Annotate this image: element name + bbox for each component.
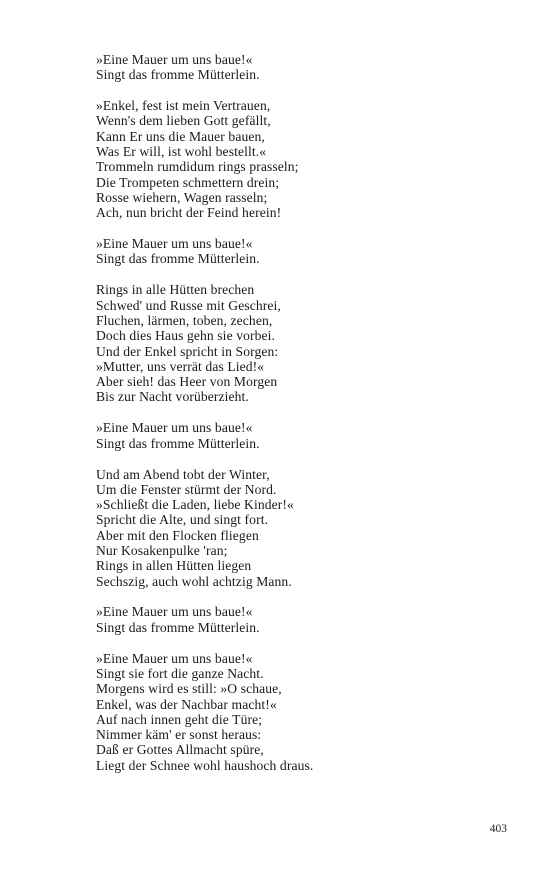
- poem-line: Liegt der Schnee wohl haushoch draus.: [96, 757, 314, 773]
- poem-line: Die Trompeten schmettern drein;: [96, 174, 280, 190]
- poem-line: Enkel, was der Nachbar macht!«: [96, 696, 277, 712]
- poem-line: Wenn's dem lieben Gott gefällt,: [96, 113, 271, 129]
- poem-line: Um die Fenster stürmt der Nord.: [96, 481, 277, 497]
- poem-line: Singt das fromme Mütterlein.: [96, 619, 260, 635]
- poem-line: Rings in allen Hütten liegen: [96, 558, 252, 574]
- stanza: [96, 52, 496, 83]
- poem-line: Singt das fromme Mütterlein.: [96, 67, 260, 83]
- poem-line: Singt das fromme Mütterlein.: [96, 251, 260, 267]
- poem-line: Kann Er uns die Mauer bauen,: [96, 128, 265, 144]
- poem-line: Daß er Gottes Allmacht spüre,: [96, 742, 264, 758]
- stanza: [96, 420, 496, 451]
- poem-line: »Eine Mauer um uns baue!«: [96, 52, 253, 67]
- poem-line: Trommeln rumdidum rings prasseln;: [96, 159, 299, 175]
- poem-line: Und am Abend tobt der Winter,: [96, 466, 270, 482]
- poem-line: Aber sieh! das Heer von Morgen: [96, 374, 278, 390]
- poem-line: Rings in alle Hütten brechen: [96, 282, 255, 298]
- poem-text: [96, 52, 496, 789]
- stanza: [96, 651, 496, 773]
- poem-line: »Schließt die Laden, liebe Kinder!«: [96, 497, 294, 513]
- poem-line: Aber mit den Flocken fliegen: [96, 527, 259, 543]
- poem-line: »Eine Mauer um uns baue!«: [96, 236, 253, 252]
- stanza: [96, 282, 496, 404]
- poem-line: »Eine Mauer um uns baue!«: [96, 650, 253, 666]
- poem-line: »Eine Mauer um uns baue!«: [96, 604, 253, 620]
- poem-line: »Mutter, uns verrät das Lied!«: [96, 358, 265, 374]
- poem-line: »Enkel, fest ist mein Vertrauen,: [96, 98, 271, 114]
- poem-line: Bis zur Nacht vorüberzieht.: [96, 389, 249, 405]
- stanza: [96, 467, 496, 589]
- poem-line: Fluchen, lärmen, toben, zechen,: [96, 312, 273, 328]
- poem-line: Morgens wird es still: »O schaue,: [96, 681, 282, 697]
- poem-line: Und der Enkel spricht in Sorgen:: [96, 343, 279, 359]
- poem-line: Was Er will, ist wohl bestellt.«: [96, 144, 267, 160]
- poem-line: Nimmer käm' er sonst heraus:: [96, 727, 262, 743]
- poem-line: Singt sie fort die ganze Nacht.: [96, 665, 264, 681]
- poem-line: Nur Kosakenpulke 'ran;: [96, 542, 228, 558]
- poem-line: Ach, nun bricht der Feind herein!: [96, 205, 282, 221]
- poem-line: Rosse wiehern, Wagen rasseln;: [96, 189, 268, 205]
- poem-line: Schwed' und Russe mit Geschrei,: [96, 297, 281, 313]
- poem-line: Auf nach innen geht die Türe;: [96, 711, 263, 727]
- stanza: [96, 604, 496, 635]
- poem-line: »Eine Mauer um uns baue!«: [96, 420, 253, 436]
- poem-line: Singt das fromme Mütterlein.: [96, 435, 260, 451]
- poem-line: Spricht die Alte, und singt fort.: [96, 512, 269, 528]
- stanza: [96, 98, 496, 220]
- poem-line: Doch dies Haus gehn sie vorbei.: [96, 328, 276, 344]
- page-number: 403: [489, 823, 507, 835]
- stanza: [96, 236, 496, 267]
- poem-line: Sechszig, auch wohl achtzig Mann.: [96, 573, 292, 589]
